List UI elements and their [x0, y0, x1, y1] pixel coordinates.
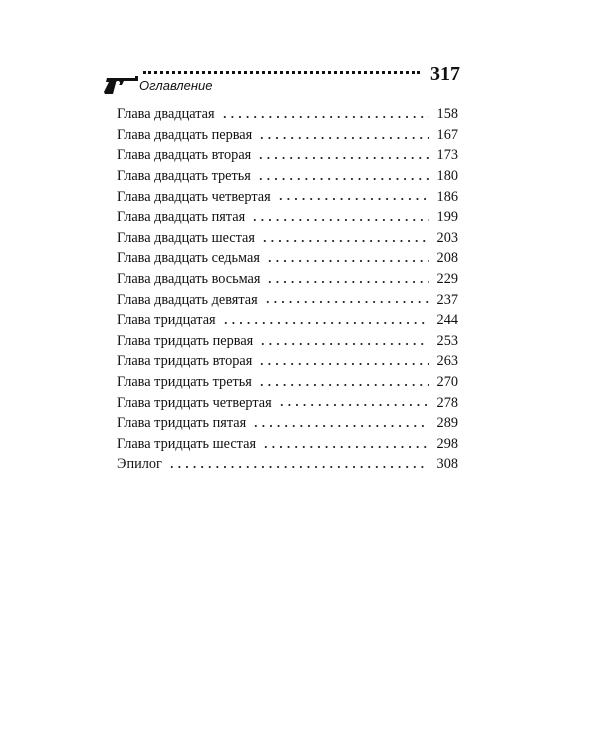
toc-entry-page: 289: [436, 415, 458, 432]
toc-entry-page: 167: [436, 126, 458, 143]
dot-leader: [257, 167, 429, 181]
toc-entry: [117, 228, 458, 249]
toc-entry-page: 229: [436, 271, 458, 288]
toc-entry: [117, 248, 458, 269]
dot-leader: [278, 393, 429, 407]
toc-entry: [117, 125, 458, 146]
toc-entry: [117, 166, 458, 187]
dot-leader: [266, 249, 429, 263]
toc-entry-page: 180: [436, 168, 458, 185]
dot-leader: [266, 270, 429, 284]
dot-leader: [168, 455, 429, 469]
toc-entry: [117, 289, 458, 310]
toc-entry: [117, 434, 458, 455]
toc-entry: [117, 331, 458, 352]
dot-leader: [262, 435, 429, 449]
dot-leader: [258, 126, 429, 140]
toc-entry-page: 298: [436, 435, 458, 452]
toc-entry-title: Глава тридцатая: [117, 312, 216, 329]
dot-leader: [261, 229, 429, 243]
toc-entry-page: 173: [436, 147, 458, 164]
toc-entry-title: Глава двадцать четвертая: [117, 188, 271, 205]
toc-entry-title: Глава двадцать первая: [117, 126, 253, 143]
toc-entry-page: 308: [436, 456, 458, 473]
header-dotted-rule: [143, 71, 420, 74]
dot-leader: [222, 311, 429, 325]
toc-entry-title: Глава двадцать пятая: [117, 209, 246, 226]
dot-leader: [221, 105, 429, 119]
toc-entry-page: 203: [436, 229, 458, 246]
toc-entry: [117, 351, 458, 372]
table-of-contents: [117, 104, 458, 475]
toc-entry-title: Глава тридцать четвертая: [117, 394, 272, 411]
toc-entry-page: 270: [436, 374, 458, 391]
toc-entry: [117, 310, 458, 331]
toc-entry-page: 186: [436, 188, 458, 205]
toc-entry: [117, 145, 458, 166]
toc-entry-title: Глава двадцать вторая: [117, 147, 252, 164]
dot-leader: [252, 414, 429, 428]
toc-entry-title: Глава тридцать третья: [117, 374, 252, 391]
dot-leader: [258, 352, 429, 366]
toc-entry-title: Глава тридцать пятая: [117, 415, 247, 432]
toc-entry-page: 278: [436, 394, 458, 411]
toc-entry: [117, 207, 458, 228]
toc-entry-title: Глава двадцать седьмая: [117, 250, 260, 267]
toc-entry-title: Глава двадцать третья: [117, 168, 251, 185]
toc-entry: [117, 413, 458, 434]
dot-leader: [257, 146, 429, 160]
toc-entry-page: 263: [436, 353, 458, 370]
toc-entry: [117, 454, 458, 475]
toc-entry: [117, 269, 458, 290]
section-title: Оглавление: [139, 78, 213, 93]
toc-entry-title: Глава двадцать восьмая: [117, 271, 261, 288]
toc-entry: [117, 186, 458, 207]
toc-entry-title: Глава двадцатая: [117, 106, 215, 123]
toc-entry-title: Эпилог: [117, 456, 162, 473]
toc-entry: [117, 104, 458, 125]
dot-leader: [264, 290, 429, 304]
toc-entry-title: Глава тридцать шестая: [117, 435, 257, 452]
page-number: 317: [430, 63, 460, 85]
dot-leader: [251, 208, 429, 222]
toc-entry-title: Глава двадцать девятая: [117, 291, 258, 308]
toc-entry-page: 158: [436, 106, 458, 123]
toc-entry-title: Глава двадцать шестая: [117, 229, 255, 246]
toc-entry: [117, 392, 458, 413]
toc-entry-page: 237: [436, 291, 458, 308]
toc-entry-title: Глава тридцать вторая: [117, 353, 253, 370]
toc-entry-page: 253: [436, 332, 458, 349]
revolver-icon: [103, 73, 141, 95]
running-header: [103, 64, 460, 100]
toc-entry-page: 199: [436, 209, 458, 226]
dot-leader: [258, 373, 429, 387]
dot-leader: [277, 187, 429, 201]
toc-entry-title: Глава тридцать первая: [117, 332, 254, 349]
toc-entry: [117, 372, 458, 393]
toc-entry-page: 208: [436, 250, 458, 267]
toc-entry-page: 244: [436, 312, 458, 329]
dot-leader: [259, 332, 429, 346]
